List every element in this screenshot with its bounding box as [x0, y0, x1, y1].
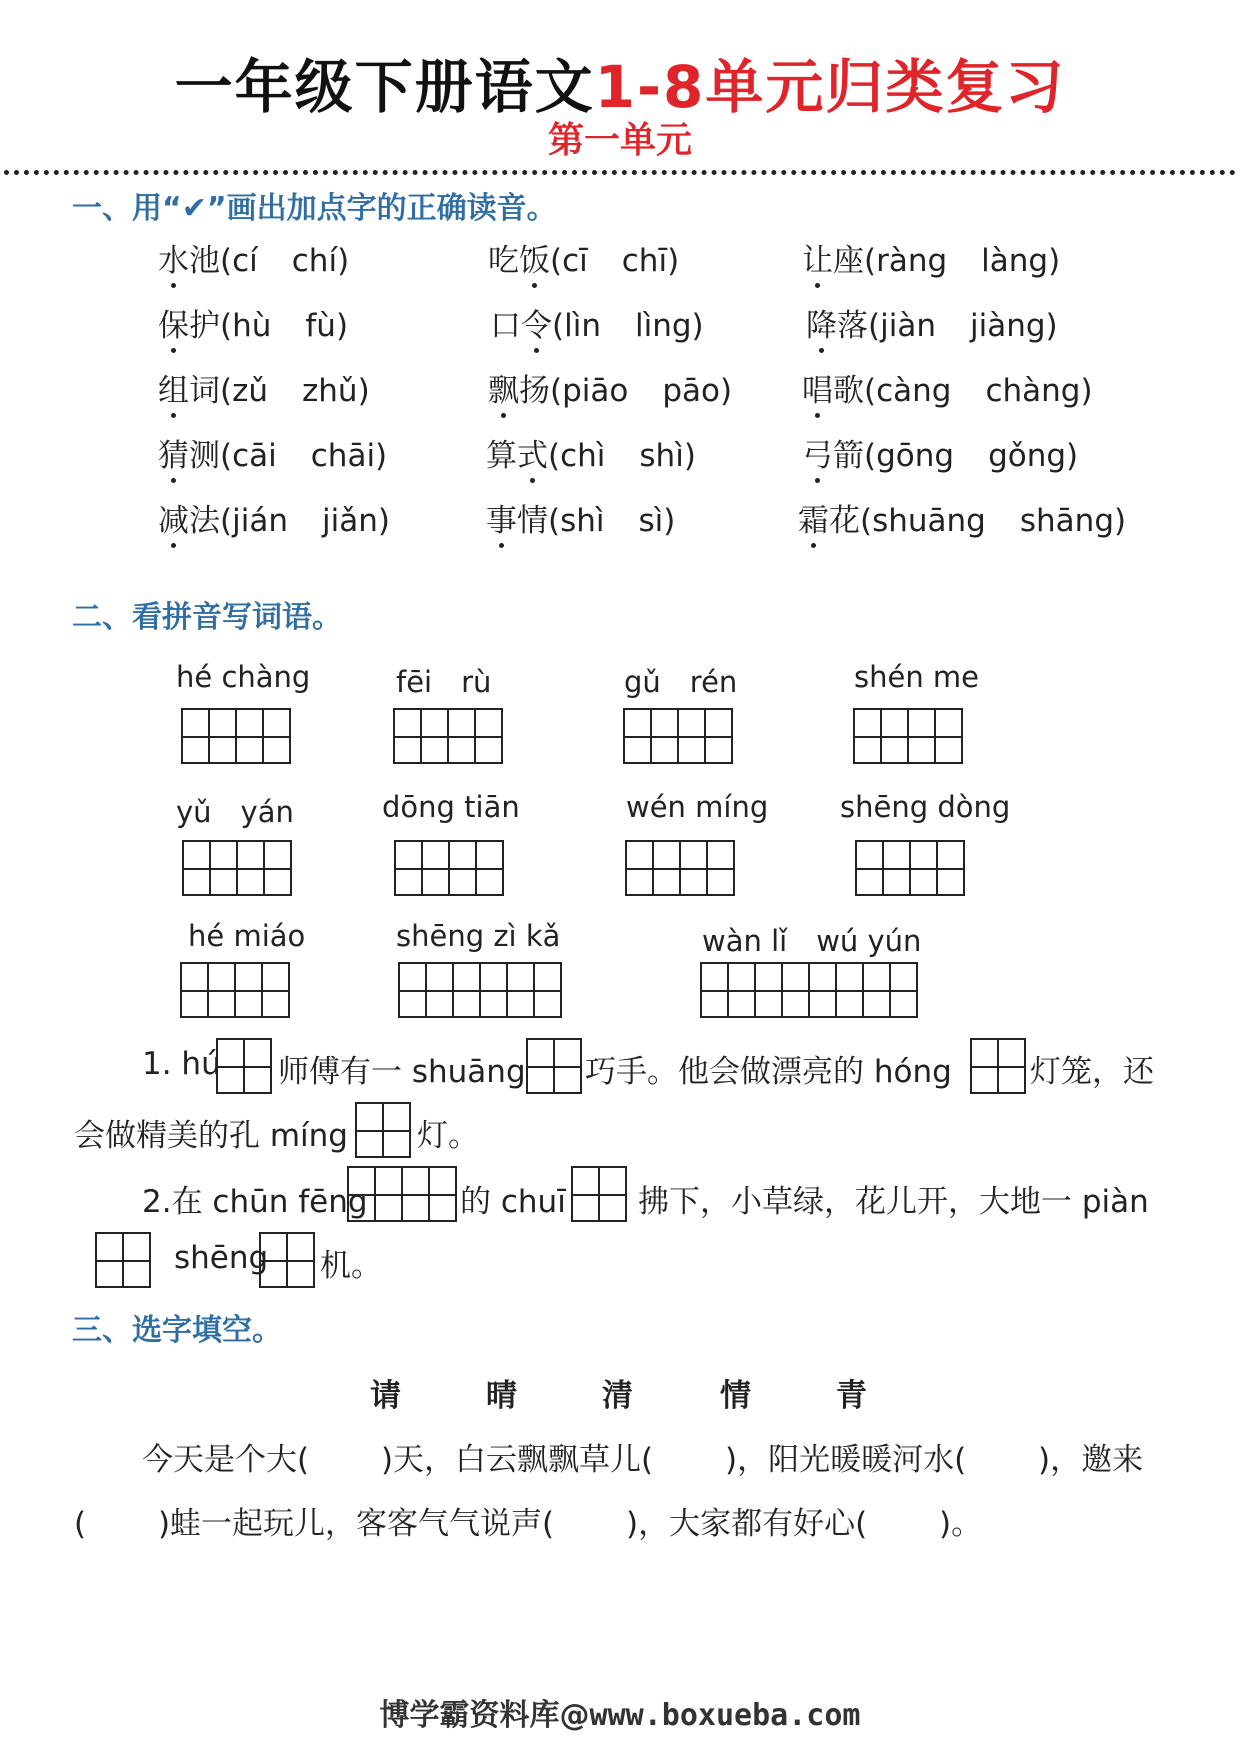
- writing-grid[interactable]: [623, 708, 733, 764]
- s1-item: 让座(ràng làng): [802, 235, 1060, 280]
- sentence2-part: shēng: [174, 1240, 269, 1276]
- writing-grid[interactable]: [394, 840, 504, 896]
- s1-item: 飘扬(piāo pāo): [488, 365, 732, 410]
- sentence2-part: 拂下，小草绿，花儿开，大地一 piàn: [638, 1184, 1149, 1220]
- s1-item: 霜花(shuāng shāng): [798, 495, 1126, 540]
- pinyin-label: wén míng: [626, 790, 769, 824]
- s1-item: 猜测(cāi chāi): [158, 430, 387, 475]
- footer-source: 博学霸资料库@: [379, 1698, 590, 1733]
- fill-blank-line: 今天是个大( )天，白云飘飘草儿( )，阳光暖暖河水( )，邀来: [142, 1442, 1144, 1478]
- pinyin-label: shén me: [854, 660, 980, 694]
- sentence1-part: 灯。: [417, 1118, 479, 1154]
- dotted-divider: [4, 170, 1236, 175]
- sentence1-part: 会做精美的孔 míng: [74, 1118, 348, 1154]
- s1-item: 水池(cí chí): [158, 235, 349, 280]
- writing-grid[interactable]: [259, 1232, 315, 1288]
- pinyin-label: shēng zì kǎ: [396, 919, 561, 953]
- footer-url: www.boxueba.com: [589, 1698, 861, 1733]
- writing-grid[interactable]: [625, 840, 735, 896]
- s1-item: 减法(jián jiǎn): [158, 495, 390, 540]
- section2-heading: 二、看拼音写词语。: [72, 600, 342, 635]
- writing-grid[interactable]: [853, 708, 963, 764]
- writing-grid[interactable]: [180, 962, 290, 1018]
- s1-item: 弓箭(gōng gǒng): [802, 430, 1078, 475]
- writing-grid[interactable]: [347, 1166, 457, 1222]
- title-range: 1-8单元归类复习: [594, 53, 1066, 121]
- pinyin-label: gǔ rén: [624, 665, 738, 699]
- sentence2-part: 机。: [320, 1248, 382, 1284]
- choice-char: 清: [602, 1378, 633, 1414]
- writing-grid[interactable]: [970, 1038, 1026, 1094]
- sentence2-part: 的 chuī: [460, 1184, 566, 1220]
- pinyin-label: fēi rù: [396, 665, 492, 699]
- footer-watermark: [0, 1690, 1240, 1734]
- s1-item: 事情(shì sì): [486, 495, 675, 540]
- section3-heading: 三、选字填空。: [72, 1313, 282, 1348]
- writing-grid[interactable]: [355, 1102, 411, 1158]
- title-main: 一年级下册语文: [174, 53, 595, 121]
- s1-item: 算式(chì shì): [486, 430, 696, 475]
- writing-grid[interactable]: [398, 962, 562, 1018]
- sentence1-part: 巧手。他会做漂亮的 hóng: [585, 1054, 952, 1090]
- pinyin-label: hé miáo: [188, 919, 306, 953]
- sentence1-part: 1. hú: [142, 1046, 221, 1082]
- s1-item: 唱歌(càng chàng): [802, 365, 1093, 410]
- section1-heading: 一、用“✔”画出加点字的正确读音。: [72, 191, 557, 226]
- pinyin-label: dōng tiān: [382, 790, 520, 824]
- writing-grid[interactable]: [393, 708, 503, 764]
- writing-grid[interactable]: [571, 1166, 627, 1222]
- choice-char: 晴: [486, 1378, 517, 1414]
- writing-grid[interactable]: [182, 840, 292, 896]
- s1-item: 吃饭(cī chī): [488, 235, 679, 280]
- writing-grid[interactable]: [95, 1232, 151, 1288]
- sentence1-part: 师傅有一 shuāng: [278, 1054, 526, 1090]
- choice-char: 情: [720, 1378, 751, 1414]
- choice-char: 青: [836, 1378, 867, 1414]
- s1-item: 降落(jiàn jiàng): [806, 300, 1058, 345]
- pinyin-label: hé chàng: [176, 660, 311, 694]
- pinyin-label: yǔ yán: [176, 795, 294, 829]
- fill-blank-line: ( )蛙一起玩儿，客客气气说声( )，大家都有好心( )。: [74, 1506, 983, 1542]
- s1-item: 组词(zǔ zhǔ): [158, 365, 370, 410]
- unit-title: 第一单元: [547, 120, 692, 161]
- writing-grid[interactable]: [216, 1038, 272, 1094]
- choice-char: 请: [370, 1378, 401, 1414]
- writing-grid[interactable]: [181, 708, 291, 764]
- writing-grid[interactable]: [526, 1038, 582, 1094]
- s1-item: 保护(hù fù): [158, 300, 348, 345]
- writing-grid[interactable]: [700, 962, 918, 1018]
- pinyin-label: wàn lǐ wú yún: [702, 924, 922, 958]
- writing-grid[interactable]: [855, 840, 965, 896]
- sentence1-part: 灯笼，还: [1030, 1054, 1154, 1090]
- s1-item: 口令(lìn lìng): [490, 300, 704, 345]
- sentence2-part: 2.在 chūn fēng: [142, 1184, 368, 1220]
- pinyin-label: shēng dòng: [840, 790, 1011, 824]
